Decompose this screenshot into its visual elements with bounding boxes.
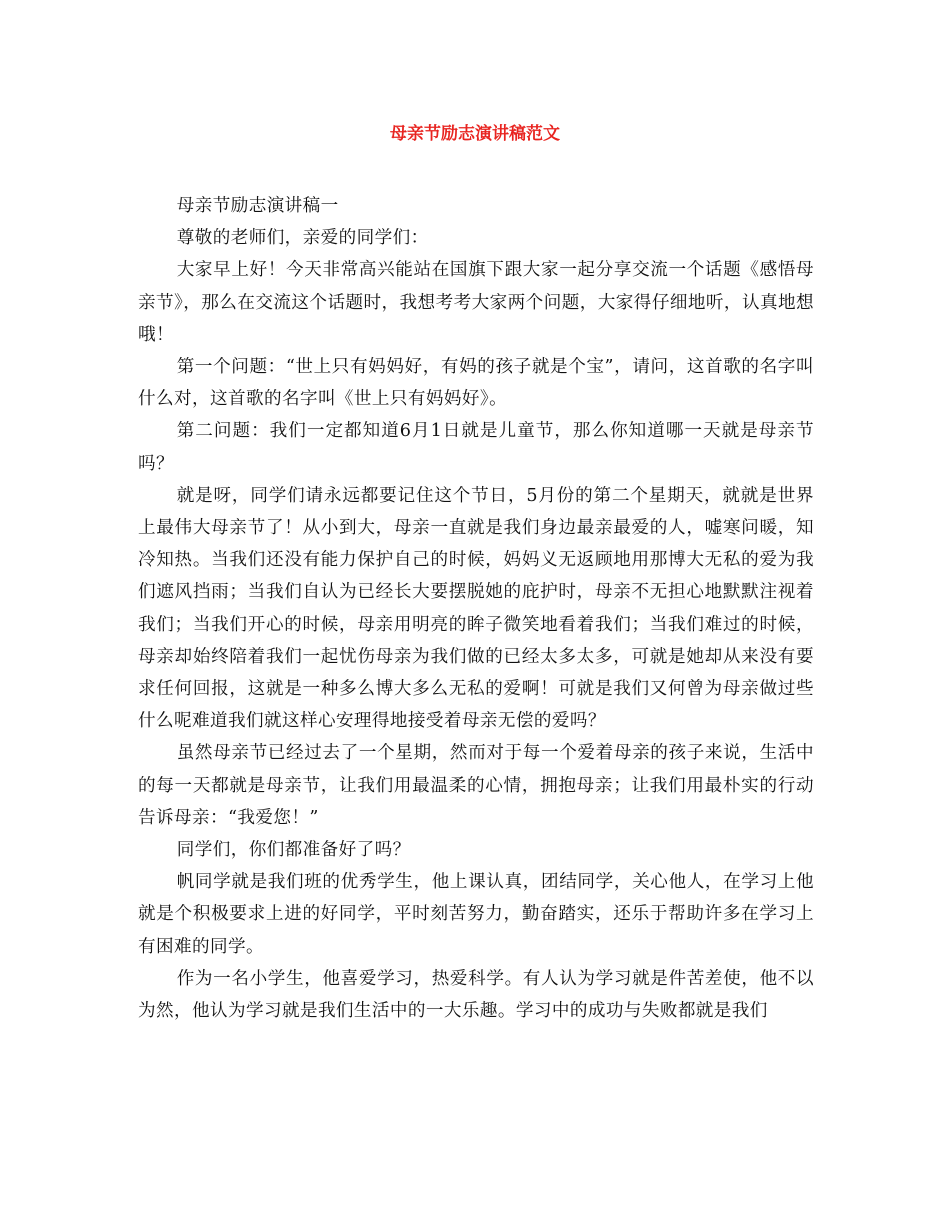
paragraph: 第二问题：我们一定都知道6月1日就是儿童节，那么你知道哪一天就是母亲节吗？ (138, 421, 814, 474)
document-title: 母亲节励志演讲稿范文 (390, 124, 560, 144)
paragraph: 同学们，你们都准备好了吗？ (176, 840, 411, 861)
document-body (138, 190, 814, 1027)
paragraph: 第一个问题：“世上只有妈妈好，有妈的孩子就是个宝”，请问，这首歌的名字叫什么对，这首歌的名字叫《世上只有妈妈好》。 (138, 357, 814, 410)
paragraph: 虽然母亲节已经过去了一个星期，然而对于每一个爱着母亲的孩子来说，生活中的每一天都就是母亲节，让我们用最温柔的心情，拥抱母亲；让我们用最朴实的行动告诉母亲：“我爱您！” (138, 743, 814, 828)
paragraph-subtitle: 母亲节励志演讲稿一 (176, 196, 339, 216)
paragraph: 作为一名小学生，他喜爱学习，热爱科学。有人认为学习就是件苦差使，他不以为然，他认为学习就是我们生活中的一大乐趣。学习中的成功与失败都就是我们 (138, 968, 814, 1022)
paragraph-salutation: 尊敬的老师们，亲爱的同学们： (176, 228, 429, 249)
paragraph: 就是呀，同学们请永远都要记住这个节日，5月份的第二个星期天，就就是世界上最伟大母亲节了！从小到大，母亲一直就是我们身边最亲最爱的人，嘘寒问暖，知冷知热。当我们还没有能力保护自己的时候，妈妈义无返顾地用那博大无私的爱为我们遮风挡雨；当我们自认为已经长大要摆脱她的庇护时，母亲不无担心地默默注视着我们；当我们开心的时候，母亲用明亮的眸子微笑地看着我们；当我们难过的时候，母亲却始终陪着我们一起忧伤母亲为我们做的已经太多太多，可就是她却从来没有要求任何回报，这就是一种多么博大多么无私的爱啊！可就是我们又何曾为母亲做过些什么呢难道我们就这样心安理得地接受着母亲无偿的爱吗？ (138, 485, 814, 732)
paragraph: 帆同学就是我们班的优秀学生，他上课认真，团结同学，关心他人，在学习上他就是个积极要求上进的好同学，平时刻苦努力，勤奋踏实，还乐于帮助许多在学习上有困难的同学。 (138, 872, 814, 957)
paragraph: 大家早上好！今天非常高兴能站在国旗下跟大家一起分享交流一个话题《感悟母亲节》，那么在交流这个话题时，我想考考大家两个问题，大家得仔细地听，认真地想哦！ (138, 260, 814, 345)
